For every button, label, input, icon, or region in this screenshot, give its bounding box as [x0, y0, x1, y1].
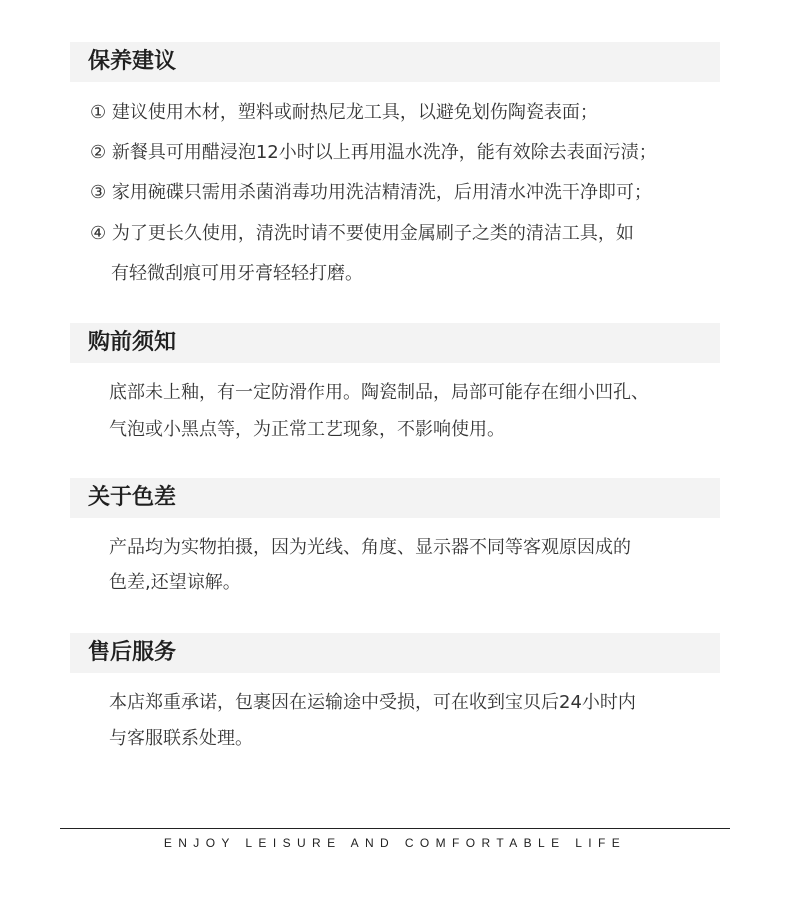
- color-diff-line-2: 色差,还望谅解。: [109, 572, 241, 593]
- after-sales-line-1: 本店郑重承诺，包裹因在运输途中受损，可在收到宝贝后24小时内: [109, 692, 636, 713]
- purchase-notice-line-1: 底部未上釉，有一定防滑作用。陶瓷制品，局部可能存在细小凹孔、: [109, 382, 649, 403]
- care-section-header: [70, 42, 720, 82]
- care-item-4: ④ 为了更长久使用，清洗时请不要使用金属刷子之类的清洁工具，如: [90, 223, 634, 244]
- care-item-3: ③ 家用碗碟只需用杀菌消毒功用洗洁精清洗，后用清水冲洗干净即可；: [90, 182, 652, 203]
- purchase-notice-title: 购前须知: [88, 330, 177, 355]
- after-sales-section-header: [70, 633, 720, 673]
- care-item-4-continued: 有轻微刮痕可用牙膏轻轻打磨。: [111, 263, 363, 284]
- after-sales-line-2: 与客服联系处理。: [109, 728, 253, 749]
- purchase-notice-section-header: [70, 323, 720, 363]
- after-sales-title: 售后服务: [88, 640, 177, 665]
- purchase-notice-line-2: 气泡或小黑点等，为正常工艺现象，不影响使用。: [109, 419, 505, 440]
- color-diff-title: 关于色差: [88, 485, 177, 510]
- footer-divider: [60, 828, 730, 829]
- care-item-1: ① 建议使用木材，塑料或耐热尼龙工具，以避免划伤陶瓷表面；: [90, 102, 598, 123]
- care-item-2: ② 新餐具可用醋浸泡12小时以上再用温水洗净，能有效除去表面污渍；: [90, 142, 657, 163]
- color-diff-line-1: 产品均为实物拍摄，因为光线、角度、显示器不同等客观原因成的: [109, 537, 631, 558]
- color-diff-section-header: [70, 478, 720, 518]
- care-title: 保养建议: [88, 49, 177, 74]
- footer-slogan: ENJOY LEISURE AND COMFORTABLE LIFE: [163, 836, 627, 850]
